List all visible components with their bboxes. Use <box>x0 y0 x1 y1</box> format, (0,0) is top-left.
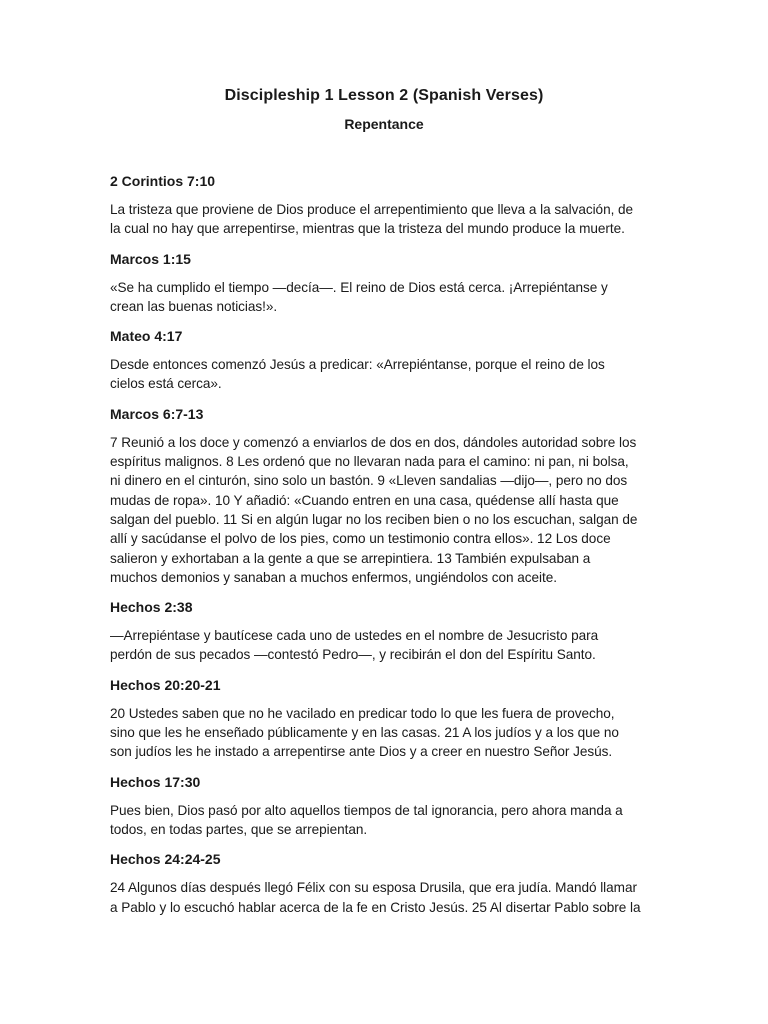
verse-text <box>110 801 658 840</box>
verse-text <box>110 200 658 239</box>
verse-line: Pues bien, Dios pasó por alto aquellos tiempos de tal ignorancia, pero ahora manda a <box>110 802 623 818</box>
verse-line: 7 Reunió a los doce y comenzó a enviarlos de dos en dos, dándoles autoridad sobre los <box>110 434 637 450</box>
verse-section <box>110 597 658 665</box>
document-title: Discipleship 1 Lesson 2 (Spanish Verses) <box>224 87 544 104</box>
verse-line: —Arrepiéntase y bautícese cada uno de ustedes en el nombre de Jesucristo para <box>110 628 599 644</box>
verse-section <box>110 171 658 239</box>
verse-line: cielos está cerca». <box>110 376 222 392</box>
verse-section <box>110 249 658 317</box>
verse-line: 24 Algunos días después llegó Félix con su esposa Drusila, que era judía. Mandó llamar <box>110 880 637 896</box>
verse-line: a Pablo y lo escuchó hablar acerca de la fe en Cristo Jesús. 25 Al disertar Pablo sobre la <box>110 899 641 915</box>
verse-line: allí y sacúdanse el polvo de los pies, como un testimonio contra ellos». 12 Los doce <box>110 531 611 547</box>
verse-text <box>110 704 658 762</box>
verse-reference: Hechos 17:30 <box>110 773 201 790</box>
verse-line: 20 Ustedes saben que no he vacilado en predicar todo lo que les fuera de provecho, <box>110 705 615 721</box>
verse-line: muchos demonios y sanaban a muchos enfermos, ungiéndolos con aceite. <box>110 569 557 585</box>
verse-section <box>110 404 658 587</box>
verse-reference: 2 Corintios 7:10 <box>110 173 216 189</box>
verse-text <box>110 433 658 587</box>
verse-sections <box>110 171 658 917</box>
verse-line: La tristeza que proviene de Dios produce el arrepentimiento que lleva a la salvación, de <box>110 202 634 217</box>
verse-text <box>110 878 658 917</box>
verse-text <box>110 626 658 665</box>
verse-line: ni dinero en el cinturón, sino solo un bastón. 9 «Lleven sandalias —dijo—, pero no dos <box>110 473 628 489</box>
verse-section <box>110 675 658 762</box>
verse-line: perdón de sus pecados —contestó Pedro—, y recibirán el don del Espíritu Santo. <box>110 647 596 663</box>
verse-reference: Marcos 1:15 <box>110 250 191 267</box>
verse-line: la cual no hay que arrepentirse, mientras que la tristeza del mundo produce la muerte. <box>110 221 625 237</box>
verse-reference: Marcos 6:7-13 <box>110 405 204 422</box>
verse-line: salieron y exhortaban a la gente a que se arrepintiera. 13 También expulsaban a <box>110 550 591 566</box>
verse-section <box>110 326 658 394</box>
verse-line: crean las buenas noticias!». <box>110 298 278 314</box>
verse-text <box>110 355 658 394</box>
verse-line: salgan del pueblo. 11 Si en algún lugar no los reciben bien o no los escuchan, salgan de <box>110 511 638 527</box>
document-subtitle: Repentance <box>344 116 424 132</box>
verse-line: espíritus malignos. 8 Les ordenó que no llevaran nada para el camino: ni pan, ni bolsa, <box>110 454 629 470</box>
verse-section <box>110 772 658 840</box>
verse-reference: Hechos 24:24-25 <box>110 851 221 868</box>
verse-line: mudas de ropa». 10 Y añadió: «Cuando entren en una casa, quédense allí hasta que <box>110 492 619 508</box>
verse-line: todos, en todas partes, que se arrepientan. <box>110 821 368 837</box>
verse-reference: Mateo 4:17 <box>110 328 183 345</box>
verse-line: Desde entonces comenzó Jesús a predicar: «Arrepiéntanse, porque el reino de los <box>110 357 605 373</box>
verse-line: sino que les he enseñado públicamente y en las casas. 21 A los judíos y a los que no <box>110 725 619 741</box>
verse-text <box>110 278 658 317</box>
verse-reference: Hechos 2:38 <box>110 599 193 616</box>
verse-reference: Hechos 20:20-21 <box>110 676 221 693</box>
verse-section <box>110 849 658 917</box>
verse-line: son judíos les he instado a arrepentirse ante Dios y a creer en nuestro Señor Jesús. <box>110 744 613 760</box>
verse-line: «Se ha cumplido el tiempo —decía—. El reino de Dios está cerca. ¡Arrepiéntanse y <box>110 279 608 295</box>
